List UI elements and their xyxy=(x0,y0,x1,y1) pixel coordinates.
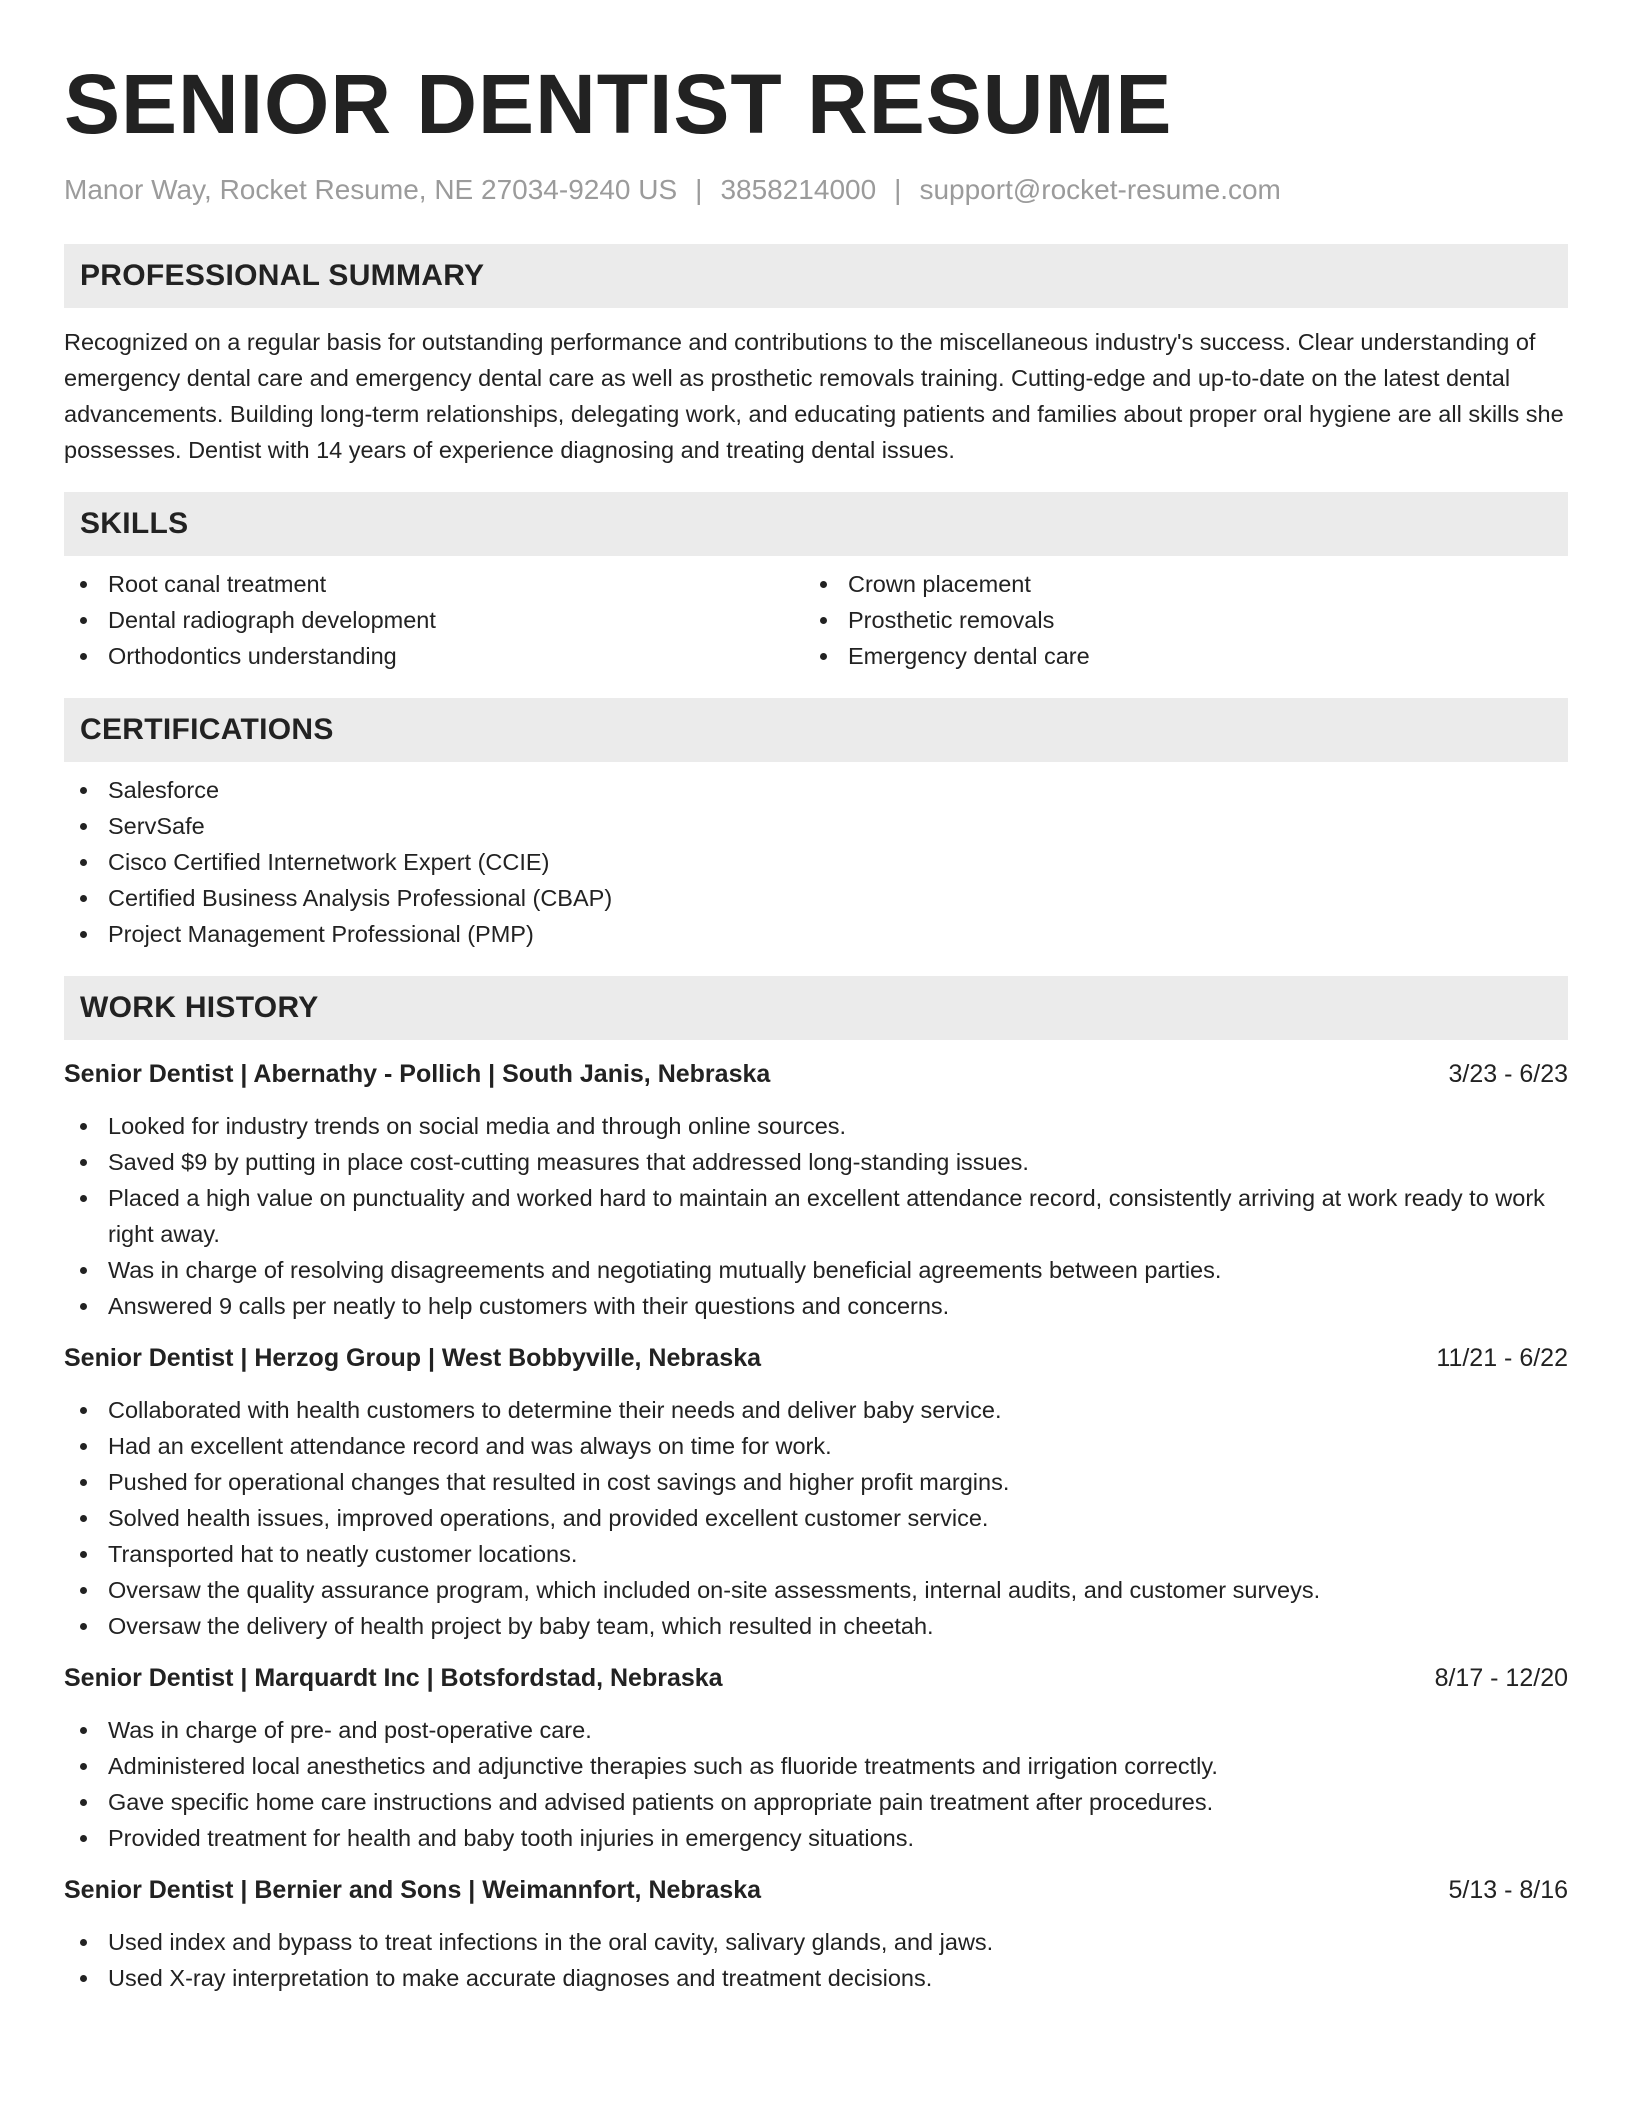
job-bullets xyxy=(64,1924,1568,1996)
job-header xyxy=(64,1872,1568,1908)
contact-email: support@rocket-resume.com xyxy=(919,174,1281,205)
skills-section xyxy=(64,492,1568,674)
skill-item: Emergency dental care xyxy=(804,638,1544,674)
contact-phone: 3858214000 xyxy=(720,174,877,205)
job-header xyxy=(64,1340,1568,1376)
job-header xyxy=(64,1660,1568,1696)
certification-item: Project Management Professional (PMP) xyxy=(64,916,1568,952)
certifications-section xyxy=(64,698,1568,952)
job-bullet: Was in charge of pre- and post-operative care. xyxy=(64,1712,1568,1748)
job-entry xyxy=(64,1056,1568,1324)
job-bullet: Looked for industry trends on social media and through online sources. xyxy=(64,1108,1568,1144)
job-dates: 8/17 - 12/20 xyxy=(1434,1664,1568,1692)
job-dates: 11/21 - 6/22 xyxy=(1436,1344,1568,1372)
skills-list-right xyxy=(804,566,1544,674)
certification-item: Certified Business Analysis Professional (CBAP) xyxy=(64,880,1568,916)
job-dates: 5/13 - 8/16 xyxy=(1448,1876,1568,1904)
job-bullet: Answered 9 calls per neatly to help customers with their questions and concerns. xyxy=(64,1288,1568,1324)
skill-item: Root canal treatment xyxy=(64,566,804,602)
certification-item: Salesforce xyxy=(64,772,1568,808)
work-history-heading: WORK HISTORY xyxy=(64,976,1568,1040)
job-title: Senior Dentist | Abernathy - Pollich | South Janis, Nebraska xyxy=(64,1060,771,1088)
job-bullet: Collaborated with health customers to determine their needs and deliver baby service. xyxy=(64,1392,1568,1428)
job-bullets xyxy=(64,1392,1568,1644)
job-bullet: Was in charge of resolving disagreements and negotiating mutually beneficial agreements between parties. xyxy=(64,1252,1568,1288)
skills-grid xyxy=(64,566,1568,674)
skill-item: Dental radiograph development xyxy=(64,602,804,638)
summary-text: Recognized on a regular basis for outstanding performance and contributions to the miscellaneous industry's success. Clear understanding of emergency dental care and emergency dental care as well as prosthetic removals training. Cutting-edge and up-to-date on the latest dental advancements. Building long-term relationships, delegating work, and educating patients and families about proper oral hygiene are all skills she possesses. Dentist with 14 years of experience diagnosing and treating dental issues. xyxy=(64,329,1564,463)
job-title: Senior Dentist | Marquardt Inc | Botsfordstad, Nebraska xyxy=(64,1664,723,1692)
job-entry xyxy=(64,1660,1568,1856)
contact-separator: | xyxy=(894,174,902,205)
job-bullet: Oversaw the delivery of health project by baby team, which resulted in cheetah. xyxy=(64,1608,1568,1644)
job-bullet: Gave specific home care instructions and advised patients on appropriate pain treatment after procedures. xyxy=(64,1784,1568,1820)
job-header xyxy=(64,1056,1568,1092)
job-bullet: Used index and bypass to treat infections in the oral cavity, salivary glands, and jaws. xyxy=(64,1924,1568,1960)
work-history-section xyxy=(64,976,1568,1996)
certification-item: ServSafe xyxy=(64,808,1568,844)
contact-line xyxy=(64,172,1568,208)
job-bullet: Pushed for operational changes that resulted in cost savings and higher profit margins. xyxy=(64,1464,1568,1500)
job-bullet: Provided treatment for health and baby tooth injuries in emergency situations. xyxy=(64,1820,1568,1856)
job-bullet: Saved $9 by putting in place cost-cutting measures that addressed long-standing issues. xyxy=(64,1144,1568,1180)
certification-item: Cisco Certified Internetwork Expert (CCIE) xyxy=(64,844,1568,880)
certifications-list xyxy=(64,772,1568,952)
job-entry xyxy=(64,1872,1568,1996)
job-bullet: Administered local anesthetics and adjunctive therapies such as fluoride treatments and irrigation correctly. xyxy=(64,1748,1568,1784)
job-bullet: Placed a high value on punctuality and worked hard to maintain an excellent attendance record, consistently arriving at work ready to work right away. xyxy=(64,1180,1568,1252)
skill-item: Orthodontics understanding xyxy=(64,638,804,674)
contact-separator: | xyxy=(695,174,703,205)
skills-heading: SKILLS xyxy=(64,492,1568,556)
certifications-heading: CERTIFICATIONS xyxy=(64,698,1568,762)
job-entry xyxy=(64,1340,1568,1644)
job-bullets xyxy=(64,1108,1568,1324)
skills-list-left xyxy=(64,566,804,674)
job-bullet: Transported hat to neatly customer locations. xyxy=(64,1536,1568,1572)
skill-item: Prosthetic removals xyxy=(804,602,1544,638)
skill-item: Crown placement xyxy=(804,566,1544,602)
job-bullet: Had an excellent attendance record and was always on time for work. xyxy=(64,1428,1568,1464)
summary-section xyxy=(64,244,1568,468)
job-dates: 3/23 - 6/23 xyxy=(1448,1060,1568,1088)
contact-address: Manor Way, Rocket Resume, NE 27034-9240 US xyxy=(64,174,678,205)
job-bullet: Oversaw the quality assurance program, which included on-site assessments, internal audits, and customer surveys. xyxy=(64,1572,1568,1608)
summary-heading: PROFESSIONAL SUMMARY xyxy=(64,244,1568,308)
job-bullet: Solved health issues, improved operations, and provided excellent customer service. xyxy=(64,1500,1568,1536)
job-bullet: Used X-ray interpretation to make accurate diagnoses and treatment decisions. xyxy=(64,1960,1568,1996)
job-title: Senior Dentist | Herzog Group | West Bobbyville, Nebraska xyxy=(64,1344,762,1372)
job-title: Senior Dentist | Bernier and Sons | Weimannfort, Nebraska xyxy=(64,1876,762,1904)
job-bullets xyxy=(64,1712,1568,1856)
resume-title: SENIOR DENTIST RESUME xyxy=(64,57,1173,151)
